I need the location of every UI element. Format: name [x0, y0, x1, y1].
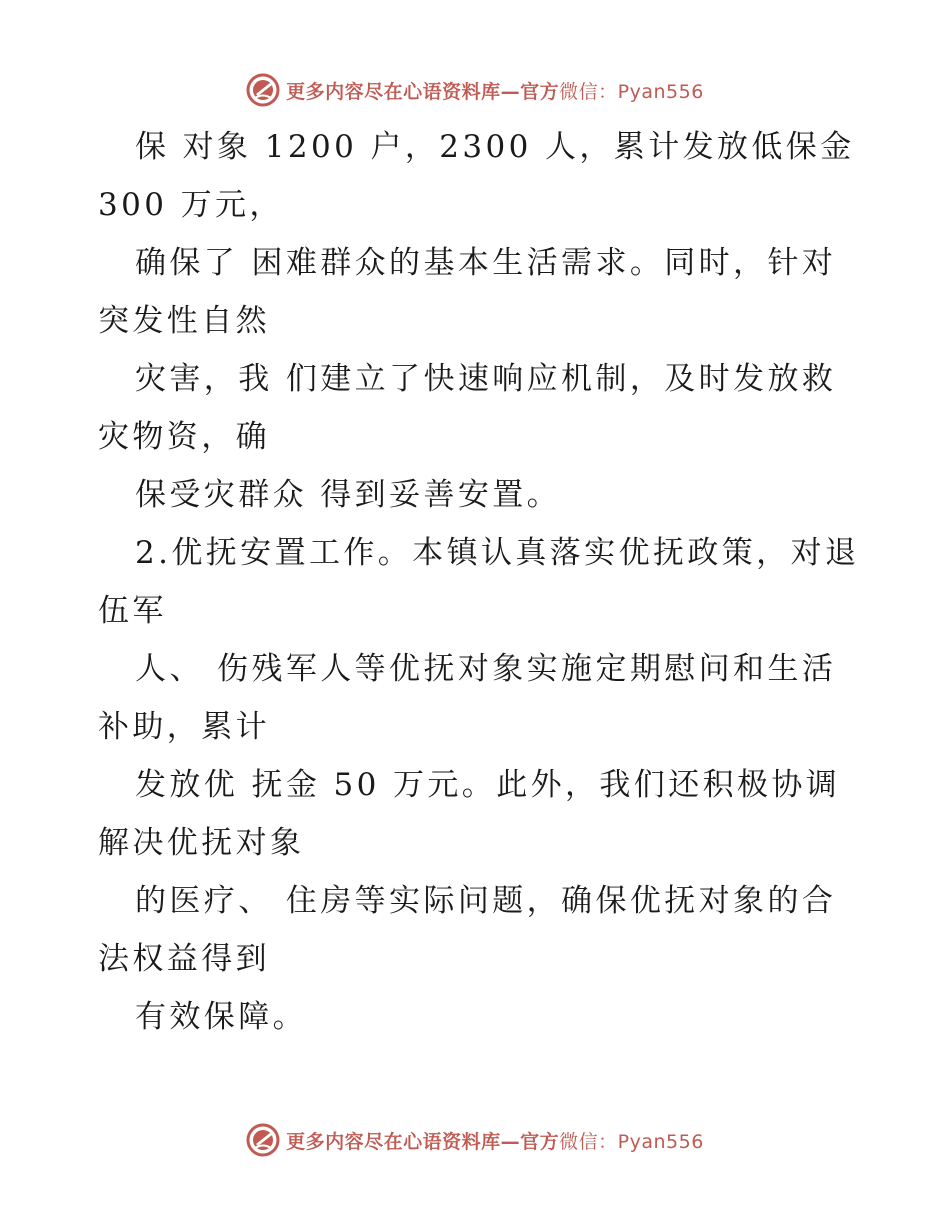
text-line: 300 万元， — [98, 187, 284, 223]
text-line: 保 对象 1200 户，2300 人，累计发放低保金 — [135, 129, 855, 165]
text-line: 的医疗、 住房等实际问题，确保优抚对象的合 — [135, 883, 837, 919]
text-line: 有效保障。 — [135, 999, 307, 1035]
text-line: 灾物资，确 — [98, 419, 270, 455]
text-line: 保受灾群众 得到妥善安置。 — [135, 477, 562, 513]
footer-watermark — [0, 1120, 950, 1160]
text-line: 补助，累计 — [98, 709, 270, 745]
text-line: 解决优抚对象 — [98, 825, 305, 861]
text-line: 人、 伤残军人等优抚对象实施定期慰问和生活 — [135, 651, 837, 687]
text-line: 法权益得到 — [98, 941, 270, 977]
watermark-text: 更多内容尽在心语资料库—官方微信：Pyan556 — [286, 1130, 704, 1153]
text-line: 灾害，我 们建立了快速响应机制，及时发放救 — [135, 361, 837, 397]
text-line: 伍军 — [98, 593, 167, 629]
header-watermark — [0, 70, 950, 110]
text-line: 2.优抚安置工作。本镇认真落实优抚政策，对退 — [135, 535, 860, 571]
text-line: 突发性自然 — [98, 303, 270, 339]
book-pen-logo-icon — [246, 73, 280, 107]
book-pen-logo-icon — [246, 1123, 280, 1157]
text-line: 发放优 抚金 50 万元。此外，我们还积极协调 — [135, 767, 841, 803]
watermark-text: 更多内容尽在心语资料库—官方微信：Pyan556 — [286, 80, 704, 103]
document-body — [98, 118, 858, 1046]
text-line: 确保了 困难群众的基本生活需求。同时，针对 — [135, 245, 837, 281]
